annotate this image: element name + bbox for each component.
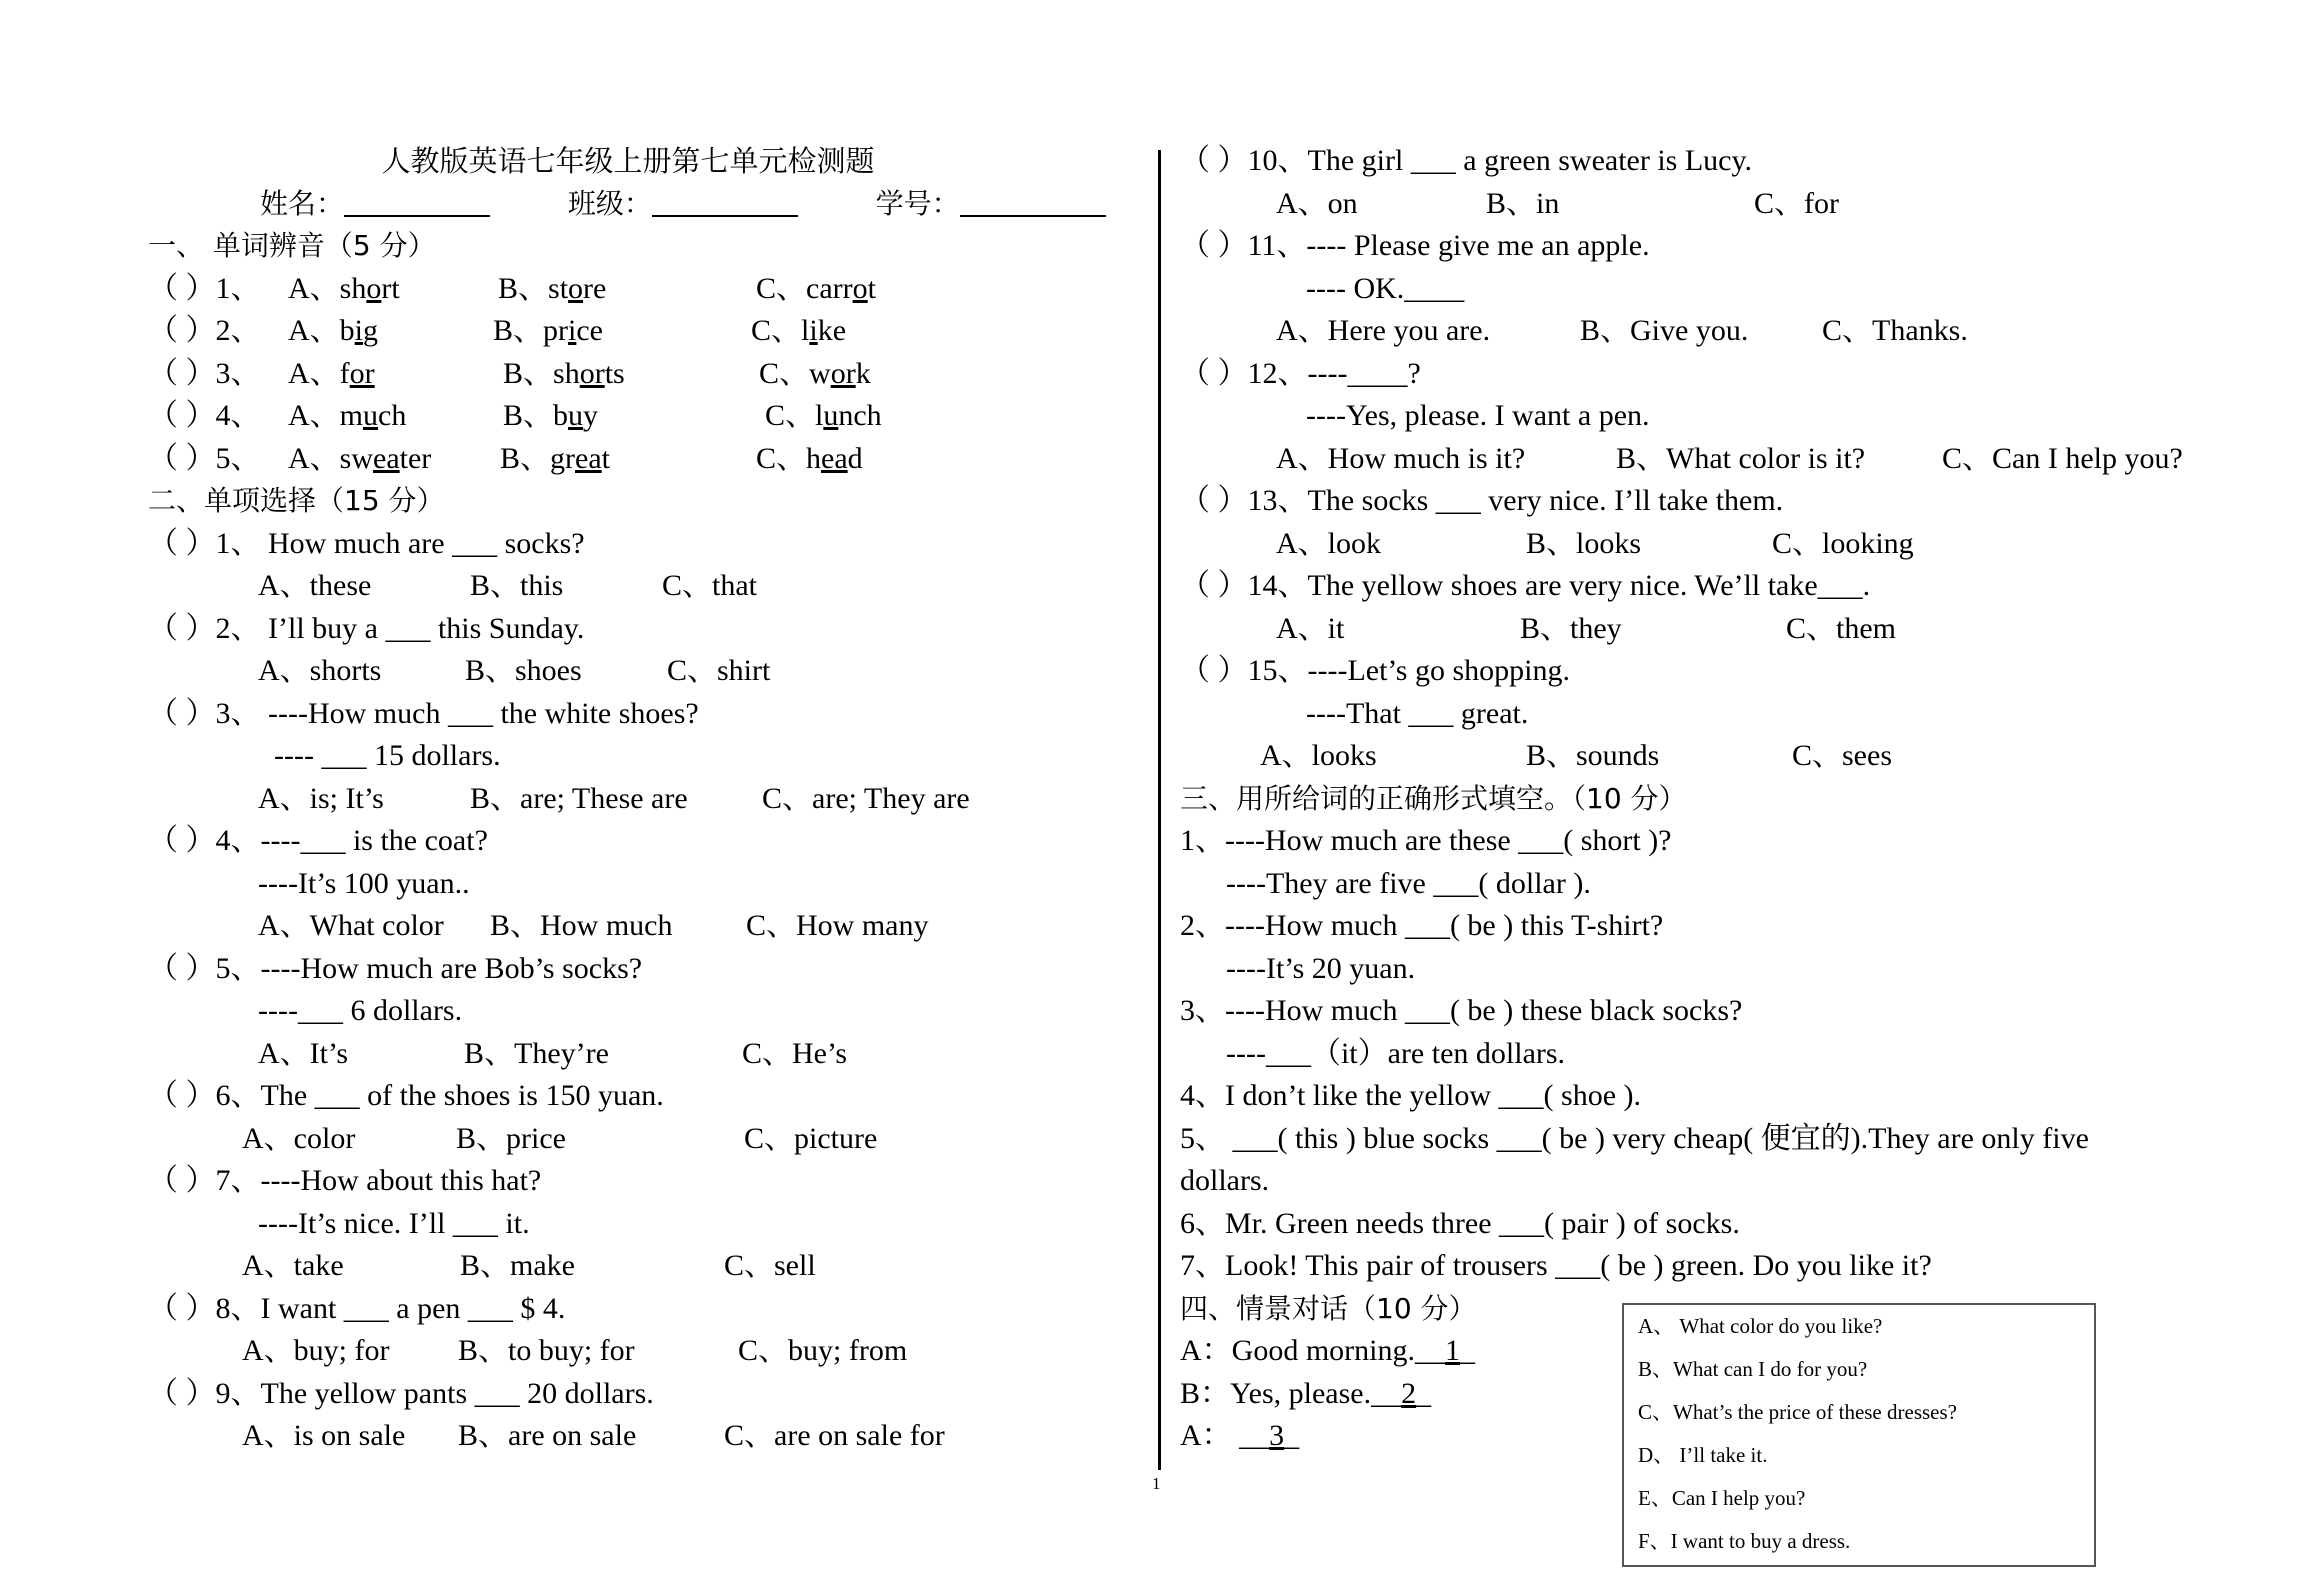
dialog-option: E、Can I help you?	[1638, 1486, 1806, 1510]
sec3-line: dollars.	[1180, 1164, 1270, 1197]
q3-options: A、is; It’s B、are; These are C、are; They are	[258, 781, 970, 815]
sec3-line: 1、----How much are these ___( short )?	[1180, 824, 1672, 857]
q1-options: A、these B、this C、that	[258, 569, 757, 602]
section1-heading: 一、 单词辨音（5 分）	[148, 229, 436, 262]
q2-options: A、shorts B、shoes C、shirt	[258, 654, 771, 687]
q5-options: A、It’s B、They’re C、He’s	[258, 1036, 847, 1070]
sec3-line: ----It’s 20 yuan.	[1226, 951, 1416, 985]
dialog-option: C、What’s the price of these dresses?	[1638, 1400, 1957, 1424]
q9-stem: （ ）9、The yellow pants ___ 20 dollars.	[148, 1376, 654, 1410]
sec3-line: 5、 ___( this ) blue socks ___( be ) very cheap( 便宜的).They are only five	[1180, 1121, 2089, 1155]
q11-line2: ---- OK.____	[1306, 271, 1465, 305]
class-blank[interactable]	[652, 185, 798, 217]
q14-options: A、it B、they C、them	[1276, 611, 1896, 645]
column-divider	[1158, 150, 1161, 1470]
q11-stem: （ ）11、---- Please give me an apple.	[1180, 229, 1650, 262]
id-blank[interactable]	[960, 185, 1106, 217]
dialog-line: A： __3_	[1180, 1419, 1300, 1452]
q6-stem: （ ）6、The ___ of the shoes is 150 yuan.	[148, 1079, 664, 1112]
section4-heading: 四、情景对话（10 分）	[1180, 1291, 1477, 1325]
q2-stem: （ ）2、 I’ll buy a ___ this Sunday.	[148, 611, 585, 645]
sec1-item: （ ）3、 A、for B、shorts C、work	[148, 356, 871, 390]
q9-options: A、is on sale B、are on sale C、are on sale for	[242, 1419, 945, 1452]
section3-heading: 三、用所给词的正确形式填空。（10 分）	[1180, 781, 1687, 815]
sec3-line: 2、----How much ___( be ) this T-shirt?	[1180, 909, 1664, 942]
q4-line2: ----It’s 100 yuan..	[258, 866, 470, 900]
q15-stem: （ ）15、----Let’s go shopping.	[1180, 654, 1570, 687]
q15-options: A、looks B、sounds C、sees	[1260, 739, 1892, 772]
q5-line2: ----___ 6 dollars.	[258, 994, 463, 1027]
id-label: 学号：	[875, 186, 960, 220]
sec3-line: 3、----How much ___( be ) these black socks?	[1180, 994, 1743, 1027]
q13-options: A、look B、looks C、looking	[1276, 526, 1914, 560]
dialog-option: F、I want to buy a dress.	[1638, 1529, 1851, 1553]
q12-line2: ----Yes, please. I want a pen.	[1306, 399, 1650, 432]
q15-line2: ----That ___ great.	[1306, 696, 1529, 730]
sec1-item: （ ）5、 A、sweater B、great C、head	[148, 441, 863, 475]
q6-options: A、color B、price C、picture	[242, 1121, 878, 1155]
q1-stem: （ ）1、 How much are ___ socks?	[148, 526, 585, 560]
name-blank[interactable]	[344, 185, 490, 217]
dialog-option: A、 What color do you like?	[1638, 1314, 1883, 1338]
dialog-option: D、 I’ll take it.	[1638, 1443, 1768, 1467]
q3-stem: （ ）3、 ----How much ___ the white shoes?	[148, 696, 699, 730]
sec1-item: （ ）2、 A、big B、price C、like	[148, 314, 847, 347]
dialog-options-box	[1622, 1303, 2096, 1567]
sec3-line: 6、Mr. Green needs three ___( pair ) of socks.	[1180, 1206, 1740, 1240]
q4-stem: （ ）4、----___ is the coat?	[148, 824, 488, 857]
sec3-line: 4、I don’t like the yellow ___( shoe ).	[1180, 1079, 1642, 1112]
q7-options: A、take B、make C、sell	[242, 1249, 816, 1282]
q12-stem: （ ）12、----____?	[1180, 356, 1421, 390]
q10-stem: （ ）10、The girl ___ a green sweater is Lucy.	[1180, 144, 1753, 177]
q8-options: A、buy; for B、to buy; for C、buy; from	[242, 1334, 908, 1367]
q13-stem: （ ）13、The socks ___ very nice. I’ll take them.	[1180, 484, 1784, 517]
q10-options: A、on B、in C、for	[1276, 186, 1839, 220]
section2-heading: 二、单项选择（15 分）	[148, 484, 445, 517]
dialog-line: A：Good morning.__1_	[1180, 1334, 1475, 1367]
sec1-item: （ ）1、 A、short B、store C、carrot	[148, 271, 876, 305]
q7-stem: （ ）7、----How about this hat?	[148, 1164, 542, 1197]
q7-line2: ----It’s nice. I’ll ___ it.	[258, 1206, 530, 1240]
q11-options: A、Here you are. B、Give you. C、Thanks.	[1276, 314, 1968, 347]
q12-options: A、How much is it? B、What color is it? C、Can I help you?	[1276, 441, 2183, 475]
right-column	[1180, 140, 2260, 1458]
name-label: 姓名：	[260, 186, 345, 220]
q14-stem: （ ）14、The yellow shoes are very nice. We’ll take___.	[1180, 569, 1871, 602]
sec3-line: ----___（it）are ten dollars.	[1226, 1036, 1566, 1070]
q5-stem: （ ）5、----How much are Bob’s socks?	[148, 951, 643, 985]
class-label: 班级：	[567, 186, 652, 220]
sec1-item: （ ）4、 A、much B、buy C、lunch	[148, 399, 882, 432]
sec3-line: 7、Look! This pair of trousers ___( be ) green. Do you like it?	[1180, 1249, 1932, 1282]
q4-options: A、What color B、How much C、How many	[258, 909, 929, 942]
dialog-line: B：Yes, please.__2_	[1180, 1376, 1432, 1410]
q8-stem: （ ）8、I want ___ a pen ___ $ 4.	[148, 1291, 566, 1325]
q3-line2: ---- ___ 15 dollars.	[274, 739, 501, 772]
dialog-option: B、What can I do for you?	[1638, 1357, 1868, 1381]
sec3-line: ----They are five ___( dollar ).	[1226, 866, 1591, 900]
page-number: 1	[1152, 1474, 1161, 1493]
student-info	[148, 183, 1108, 226]
page-title: 人教版英语七年级上册第七单元检测题	[381, 144, 875, 178]
left-column	[148, 140, 1108, 1458]
